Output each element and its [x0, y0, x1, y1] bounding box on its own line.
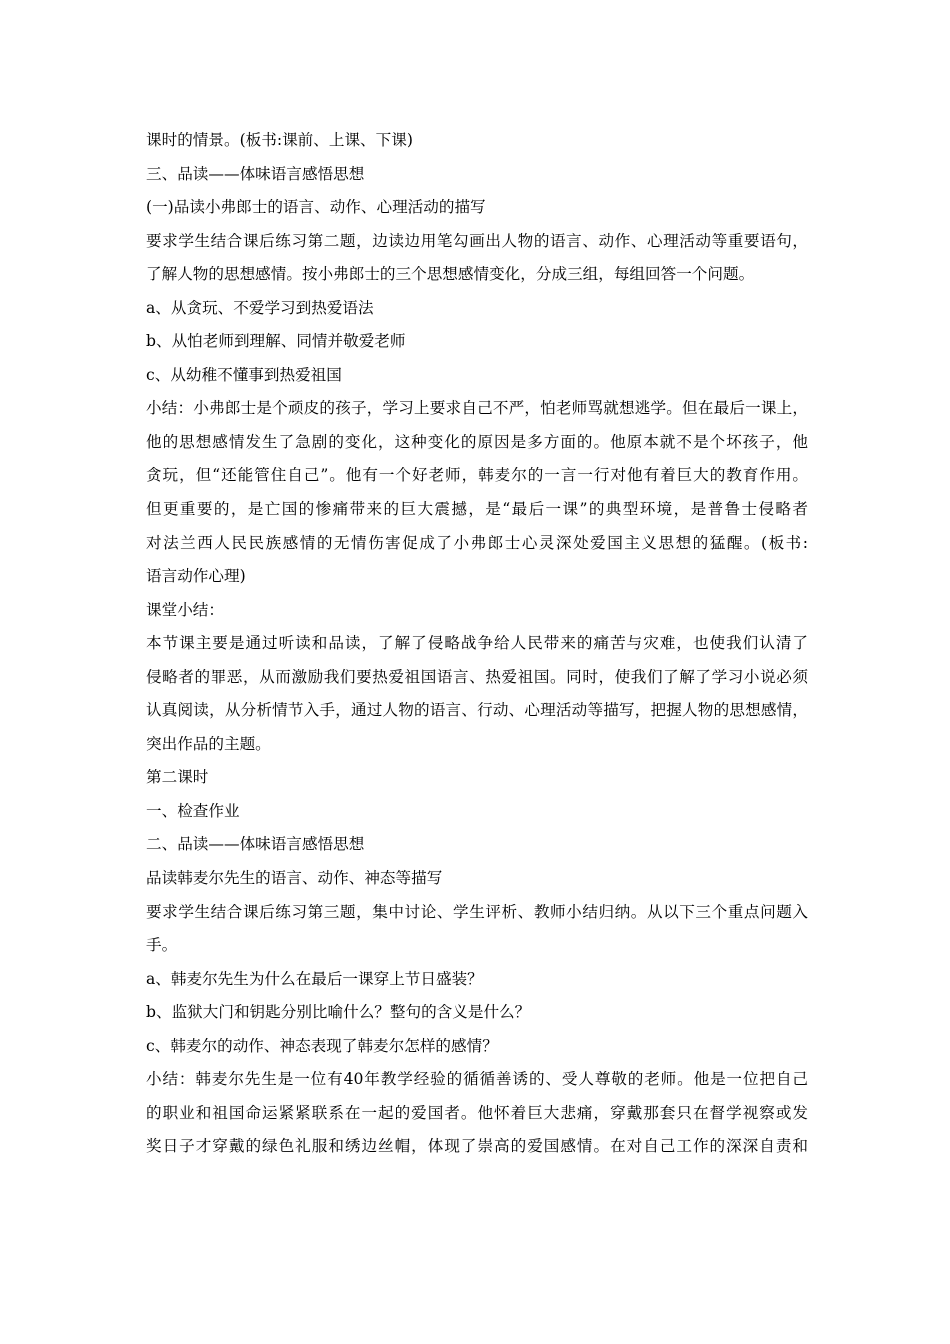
text-line: 他的思想感情发生了急剧的变化，这种变化的原因是多方面的。他原本就不是个坏孩子，他 [146, 432, 808, 451]
text-line: 手。 [146, 936, 178, 955]
list-item: b、从怕老师到理解、同情并敬爱老师 [146, 332, 406, 351]
text-line: 对法兰西人民民族感情的无情伤害促成了小弗郎士心灵深处爱国主义思想的猛醒。(板书: [146, 533, 808, 552]
subsection-heading: 品读韩麦尔先生的语言、动作、神态等描写 [146, 869, 443, 888]
text-line: 课时的情景。(板书:课前、上课、下课) [146, 131, 413, 149]
text-line: 但更重要的，是亡国的惨痛带来的巨大震撼，是“最后一课”的典型环境，是普鲁士侵略者 [146, 500, 808, 519]
text-line: 要求学生结合课后练习第三题，集中讨论、学生评析、教师小结归纳。从以下三个重点问题入 [146, 902, 808, 921]
subsection-heading: (一)品读小弗郎士的语言、动作、心理活动的描写 [146, 198, 486, 217]
text-line: 语言动作心理) [146, 567, 246, 586]
text-line: 突出作品的主题。 [146, 734, 271, 753]
document-body [146, 124, 808, 1164]
section-heading: 课堂小结： [146, 600, 224, 619]
text-line: 本节课主要是通过听读和品读，了解了侵略战争给人民带来的痛苦与灾难，也使我们认清了 [146, 634, 808, 653]
text-line: 侵略者的罪恶，从而激励我们要热爱祖国语言、热爱祖国。同时，使我们了解了学习小说必须 [146, 667, 808, 686]
list-item: a、从贪玩、不爱学习到热爱语法 [146, 298, 374, 317]
section-heading: 三、品读——体味语言感悟思想 [146, 164, 365, 183]
text-line: 要求学生结合课后练习第二题，边读边用笔勾画出人物的语言、动作、心理活动等重要语句， [146, 231, 808, 250]
text-line: 小结：韩麦尔先生是一位有40年教学经验的循循善诱的、受人尊敬的老师。他是一位把自己 [146, 1070, 808, 1089]
section-heading: 第二课时 [146, 768, 209, 787]
text-line: 认真阅读，从分析情节入手，通过人物的语言、行动、心理活动等描写，把握人物的思想感情， [146, 701, 808, 720]
text-line: 奖日子才穿戴的绿色礼服和绣边丝帽，体现了崇高的爱国感情。在对自己工作的深深自责和 [146, 1137, 808, 1156]
section-heading: 二、品读——体味语言感悟思想 [146, 835, 365, 854]
list-item: c、韩麦尔的动作、神态表现了韩麦尔怎样的感情？ [146, 1036, 498, 1055]
text-line: 的职业和祖国命运紧紧联系在一起的爱国者。他怀着巨大悲痛，穿戴那套只在督学视察或发 [146, 1103, 808, 1122]
list-item: a、韩麦尔先生为什么在最后一课穿上节日盛装？ [146, 969, 483, 988]
text-line: 了解人物的思想感情。按小弗郎士的三个思想感情变化，分成三组，每组回答一个问题。 [146, 265, 755, 284]
text-line: 贪玩，但“还能管住自己”。他有一个好老师，韩麦尔的一言一行对他有着巨大的教育作用。 [146, 466, 808, 485]
list-item: c、从幼稚不懂事到热爱祖国 [146, 365, 342, 384]
list-item: b、监狱大门和钥匙分别比喻什么？整句的含义是什么？ [146, 1003, 531, 1022]
section-heading: 一、检查作业 [146, 801, 240, 820]
text-line: 小结：小弗郎士是个顽皮的孩子，学习上要求自己不严，怕老师骂就想逃学。但在最后一课上， [146, 399, 808, 418]
